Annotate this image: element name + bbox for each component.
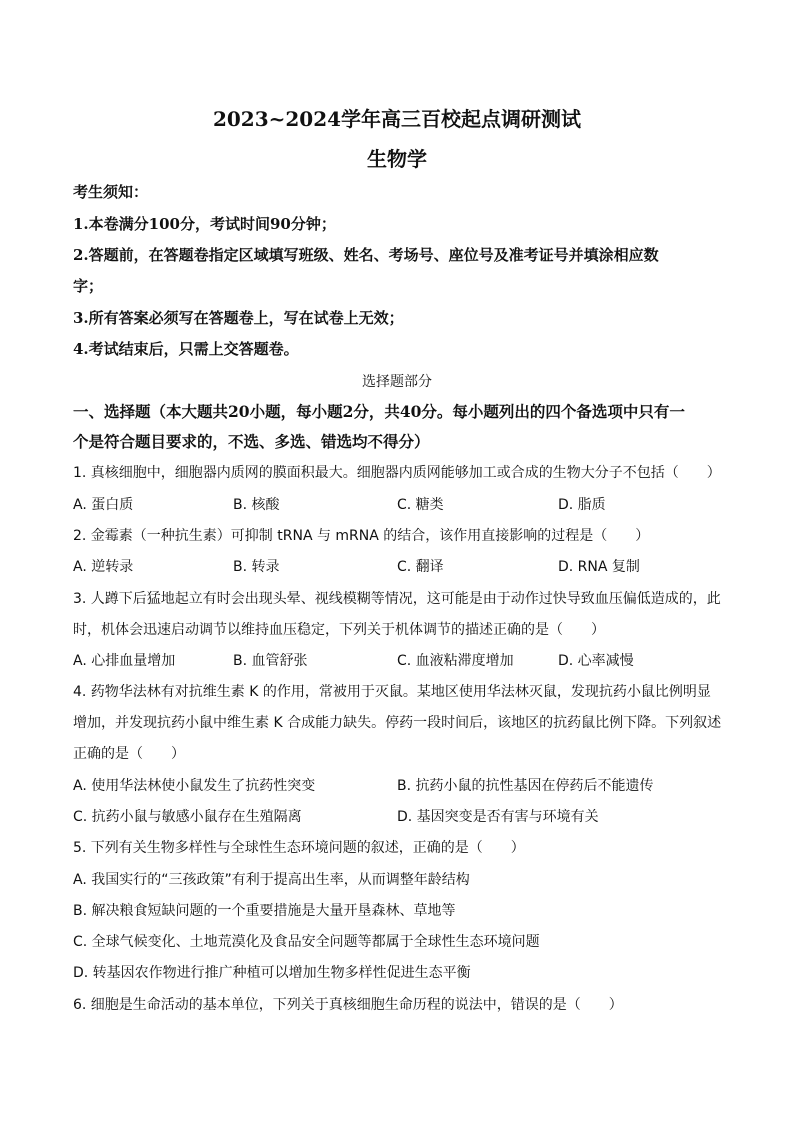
- notice-heading: 考生须知：: [73, 183, 149, 201]
- notice-item: 字；: [73, 277, 104, 295]
- question-4-stem: 4. 药物华法林有对抗维生素 K 的作用，常被用于灭鼠。某地区使用华法林灭鼠，发现抗药小鼠比例明显: [73, 684, 711, 700]
- question-2-option-a: A. 逆转录: [73, 559, 134, 575]
- question-3-option-d: D. 心率减慢: [558, 653, 634, 669]
- section-heading: 一、选择题（本大题共20小题，每小题2分，共40分。每小题列出的四个备选项中只有一: [73, 402, 685, 421]
- question-3-option-b: B. 血管舒张: [233, 653, 308, 669]
- subject-title: 生物学: [367, 147, 427, 171]
- question-1-option-d: D. 脂质: [558, 497, 606, 513]
- question-1-option-b: B. 核酸: [233, 497, 280, 513]
- question-5-stem: 5. 下列有关生物多样性与全球性生态环境问题的叙述，正确的是（ ）: [73, 840, 525, 856]
- question-2-option-d: D. RNA 复制: [558, 559, 640, 575]
- question-4-option-d: D. 基因突变是否有害与环境有关: [397, 809, 599, 825]
- exam-title: 2023~2024学年高三百校起点调研测试: [212, 107, 582, 131]
- section-heading: 个是符合题目要求的，不选、多选、错选均不得分）: [73, 432, 430, 451]
- question-4-option-a: A. 使用华法林使小鼠发生了抗药性突变: [73, 778, 316, 794]
- question-6-stem: 6. 细胞是生命活动的基本单位，下列关于真核细胞生命历程的说法中，错误的是（ ）: [73, 997, 623, 1013]
- question-4-option-c: C. 抗药小鼠与敏感小鼠存在生殖隔离: [73, 809, 302, 825]
- question-3-option-a: A. 心排血量增加: [73, 653, 176, 669]
- notice-item: 4.考试结束后，只需上交答题卷。: [73, 340, 299, 358]
- question-2-option-c: C. 翻译: [397, 559, 444, 575]
- question-3-stem: 时，机体会迅速启动调节以维持血压稳定，下列关于机体调节的描述正确的是（ ）: [73, 622, 605, 638]
- notice-item: 3.所有答案必须写在答题卷上，写在试卷上无效；: [73, 309, 404, 327]
- notice-item: 2.答题前，在答题卷指定区域填写班级、姓名、考场号、座位号及准考证号并填涂相应数: [73, 246, 659, 264]
- notice-item: 1.本卷满分100分，考试时间90分钟；: [73, 215, 336, 233]
- question-5-option-c: C. 全球气候变化、土地荒漠化及食品安全问题等都属于全球性生态环境问题: [73, 934, 540, 950]
- question-1-stem: 1. 真核细胞中，细胞器内质网的膜面积最大。细胞器内质网能够加工或合成的生物大分子不包括（ ）: [73, 465, 721, 481]
- question-5-option-a: A. 我国实行的“三孩政策”有利于提高出生率，从而调整年龄结构: [73, 872, 470, 888]
- question-5-option-d: D. 转基因农作物进行推广种植可以增加生物多样性促进生态平衡: [73, 965, 471, 981]
- question-5-option-b: B. 解决粮食短缺问题的一个重要措施是大量开垦森林、草地等: [73, 903, 456, 919]
- question-3-stem: 3. 人蹲下后猛地起立有时会出现头晕、视线模糊等情况，这可能是由于动作过快导致血压偏低造成的，此: [73, 591, 721, 607]
- question-4-stem: 正确的是（ ）: [73, 746, 185, 762]
- question-2-stem: 2. 金霉素（一种抗生素）可抑制 tRNA 与 mRNA 的结合，该作用直接影响的过程是（ ）: [73, 528, 650, 544]
- question-4-option-b: B. 抗药小鼠的抗性基因在停药后不能遗传: [397, 778, 654, 794]
- question-1-option-a: A. 蛋白质: [73, 497, 134, 513]
- question-3-option-c: C. 血液粘滞度增加: [397, 653, 514, 669]
- question-1-option-c: C. 糖类: [397, 497, 444, 513]
- section-title: 选择题部分: [362, 374, 432, 390]
- question-2-option-b: B. 转录: [233, 559, 280, 575]
- question-4-stem: 增加，并发现抗药小鼠中维生素 K 合成能力缺失。停药一段时间后，该地区的抗药鼠比例下降。下列叙述: [73, 715, 722, 731]
